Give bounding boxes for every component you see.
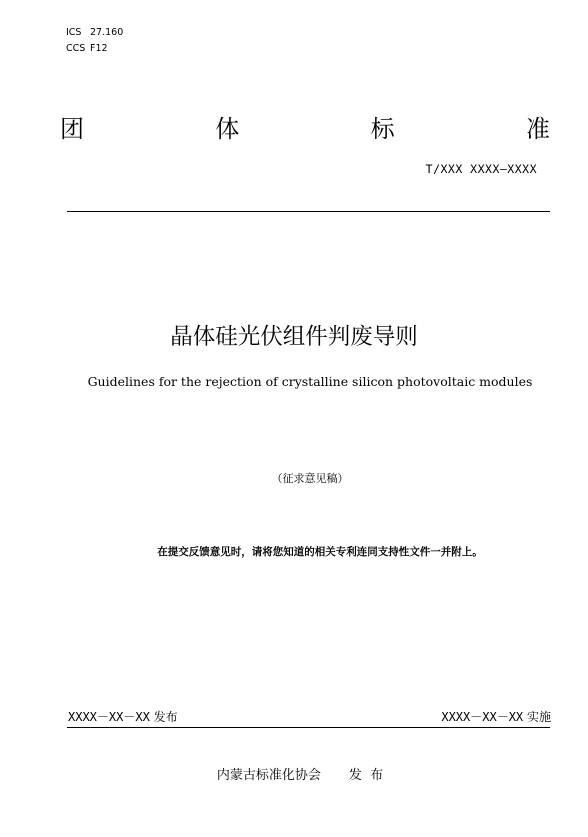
issue-date-label: 发布: [153, 710, 178, 724]
issue-date-value: XXXX－XX－XX: [68, 710, 150, 724]
ics-value: 27.160: [90, 27, 124, 38]
bottom-divider: [67, 727, 550, 728]
ics-code: [66, 27, 123, 39]
implementation-date-label: 实施: [526, 710, 551, 724]
draft-label: （征求意见稿）: [271, 472, 349, 485]
standard-type-char: 团: [60, 115, 84, 143]
implementation-date-value: XXXX－XX－XX: [441, 710, 524, 724]
standard-type-heading: [60, 114, 550, 146]
publisher-name: 内蒙古标准化协会: [216, 768, 321, 783]
publisher-line: [0, 767, 588, 785]
ccs-code: [66, 43, 108, 55]
patent-notice: 在提交反馈意见时，请将您知道的相关专利连同支持性文件一并附上。: [157, 546, 483, 558]
title-english: Guidelines for the rejection of crystalline silicon photovoltaic modules: [87, 374, 533, 389]
standard-number: T/XXX XXXX—XXXX: [425, 162, 537, 176]
ccs-label: CCS: [66, 43, 86, 54]
standard-type-char: 标: [370, 115, 395, 143]
publisher-action: 发 布: [348, 768, 384, 783]
standard-type-char: 准: [525, 115, 550, 143]
implementation-date: [441, 709, 551, 725]
ics-label: ICS: [66, 27, 82, 38]
title-chinese: 晶体硅光伏组件判废导则: [170, 324, 418, 350]
top-divider: [67, 211, 550, 212]
issue-date: [68, 709, 178, 725]
ccs-value: F12: [90, 43, 108, 54]
standard-type-char: 体: [215, 115, 240, 143]
